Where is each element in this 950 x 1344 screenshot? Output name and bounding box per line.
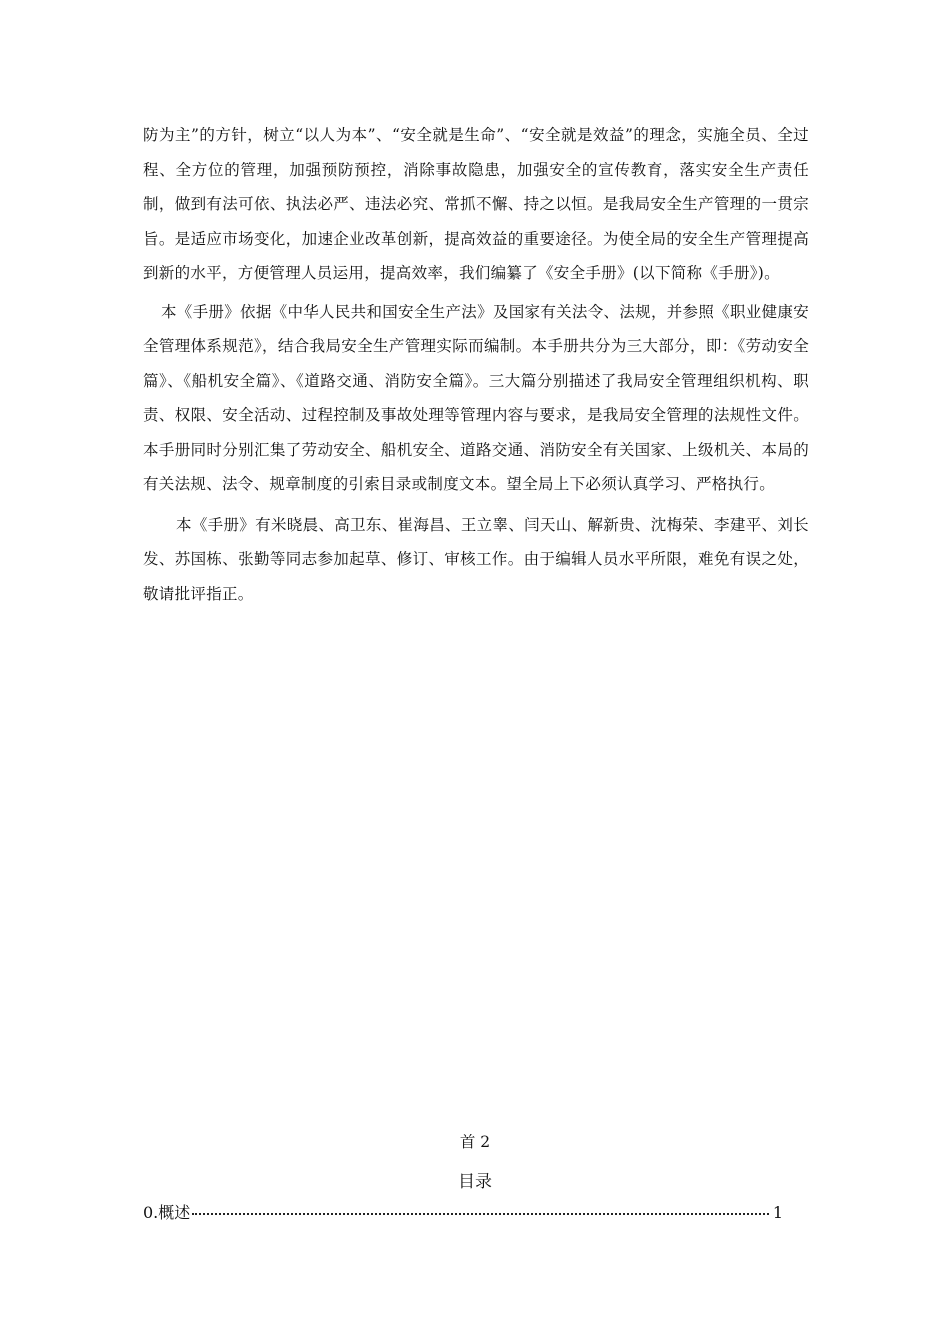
- preface-paragraph: 本《手册》有米晓晨、高卫东、崔海昌、王立睾、闫天山、解新贵、沈梅荣、李建平、刘长发、苏国栋、张勤等同志参加起草、修订、审核工作。由于编辑人员水平所限，难免有误之处，敬请批评指正。: [143, 515, 809, 603]
- toc-entry[interactable]: [143, 1200, 783, 1223]
- page-number: 首 2: [459, 1133, 491, 1151]
- preface-paragraph: 本《手册》依据《中华人民共和国安全生产法》及国家有关法令、法规，并参照《职业健康安全管理体系规范》，结合我局安全生产管理实际而编制。本手册共分为三大部分，即：《劳动安全篇》、《船机安全篇》、《道路交通、消防安全篇》。三大篇分别描述了我局安全管理组织机构、职责、权限、安全活动、过程控制及事故处理等管理内容与要求，是我局安全管理的法规性文件。本手册同时分别汇集了劳动安全、船机安全、道路交通、消防安全有关国家、上级机关、本局的有关法规、法令、规章制度的引索目录或制度文本。望全局上下必须认真学习、严格执行。: [143, 302, 809, 493]
- toc-title: 目录: [458, 1172, 492, 1192]
- preface-body: [143, 118, 809, 611]
- preface-paragraph: 防为主”的方针，树立“以人为本”、“安全就是生命”、“安全就是效益”的理念，实施全员、全过程、全方位的管理，加强预防预控，消除事故隐患，加强安全的宣传教育，落实安全生产责任制，做到有法可依、执法必严、违法必究、常抓不懈、持之以恒。是我局安全生产管理的一贯宗旨。是适应市场变化，加速企业改革创新，提高效益的重要途径。为使全局的安全生产管理提高到新的水平，方便管理人员运用，提高效率，我们编纂了《安全手册》(以下简称《手册》)。: [143, 126, 809, 282]
- toc-dot-leader: [192, 1213, 769, 1215]
- toc-entry-label: 0.概述: [143, 1203, 191, 1222]
- toc-entry-page: 1: [772, 1203, 783, 1222]
